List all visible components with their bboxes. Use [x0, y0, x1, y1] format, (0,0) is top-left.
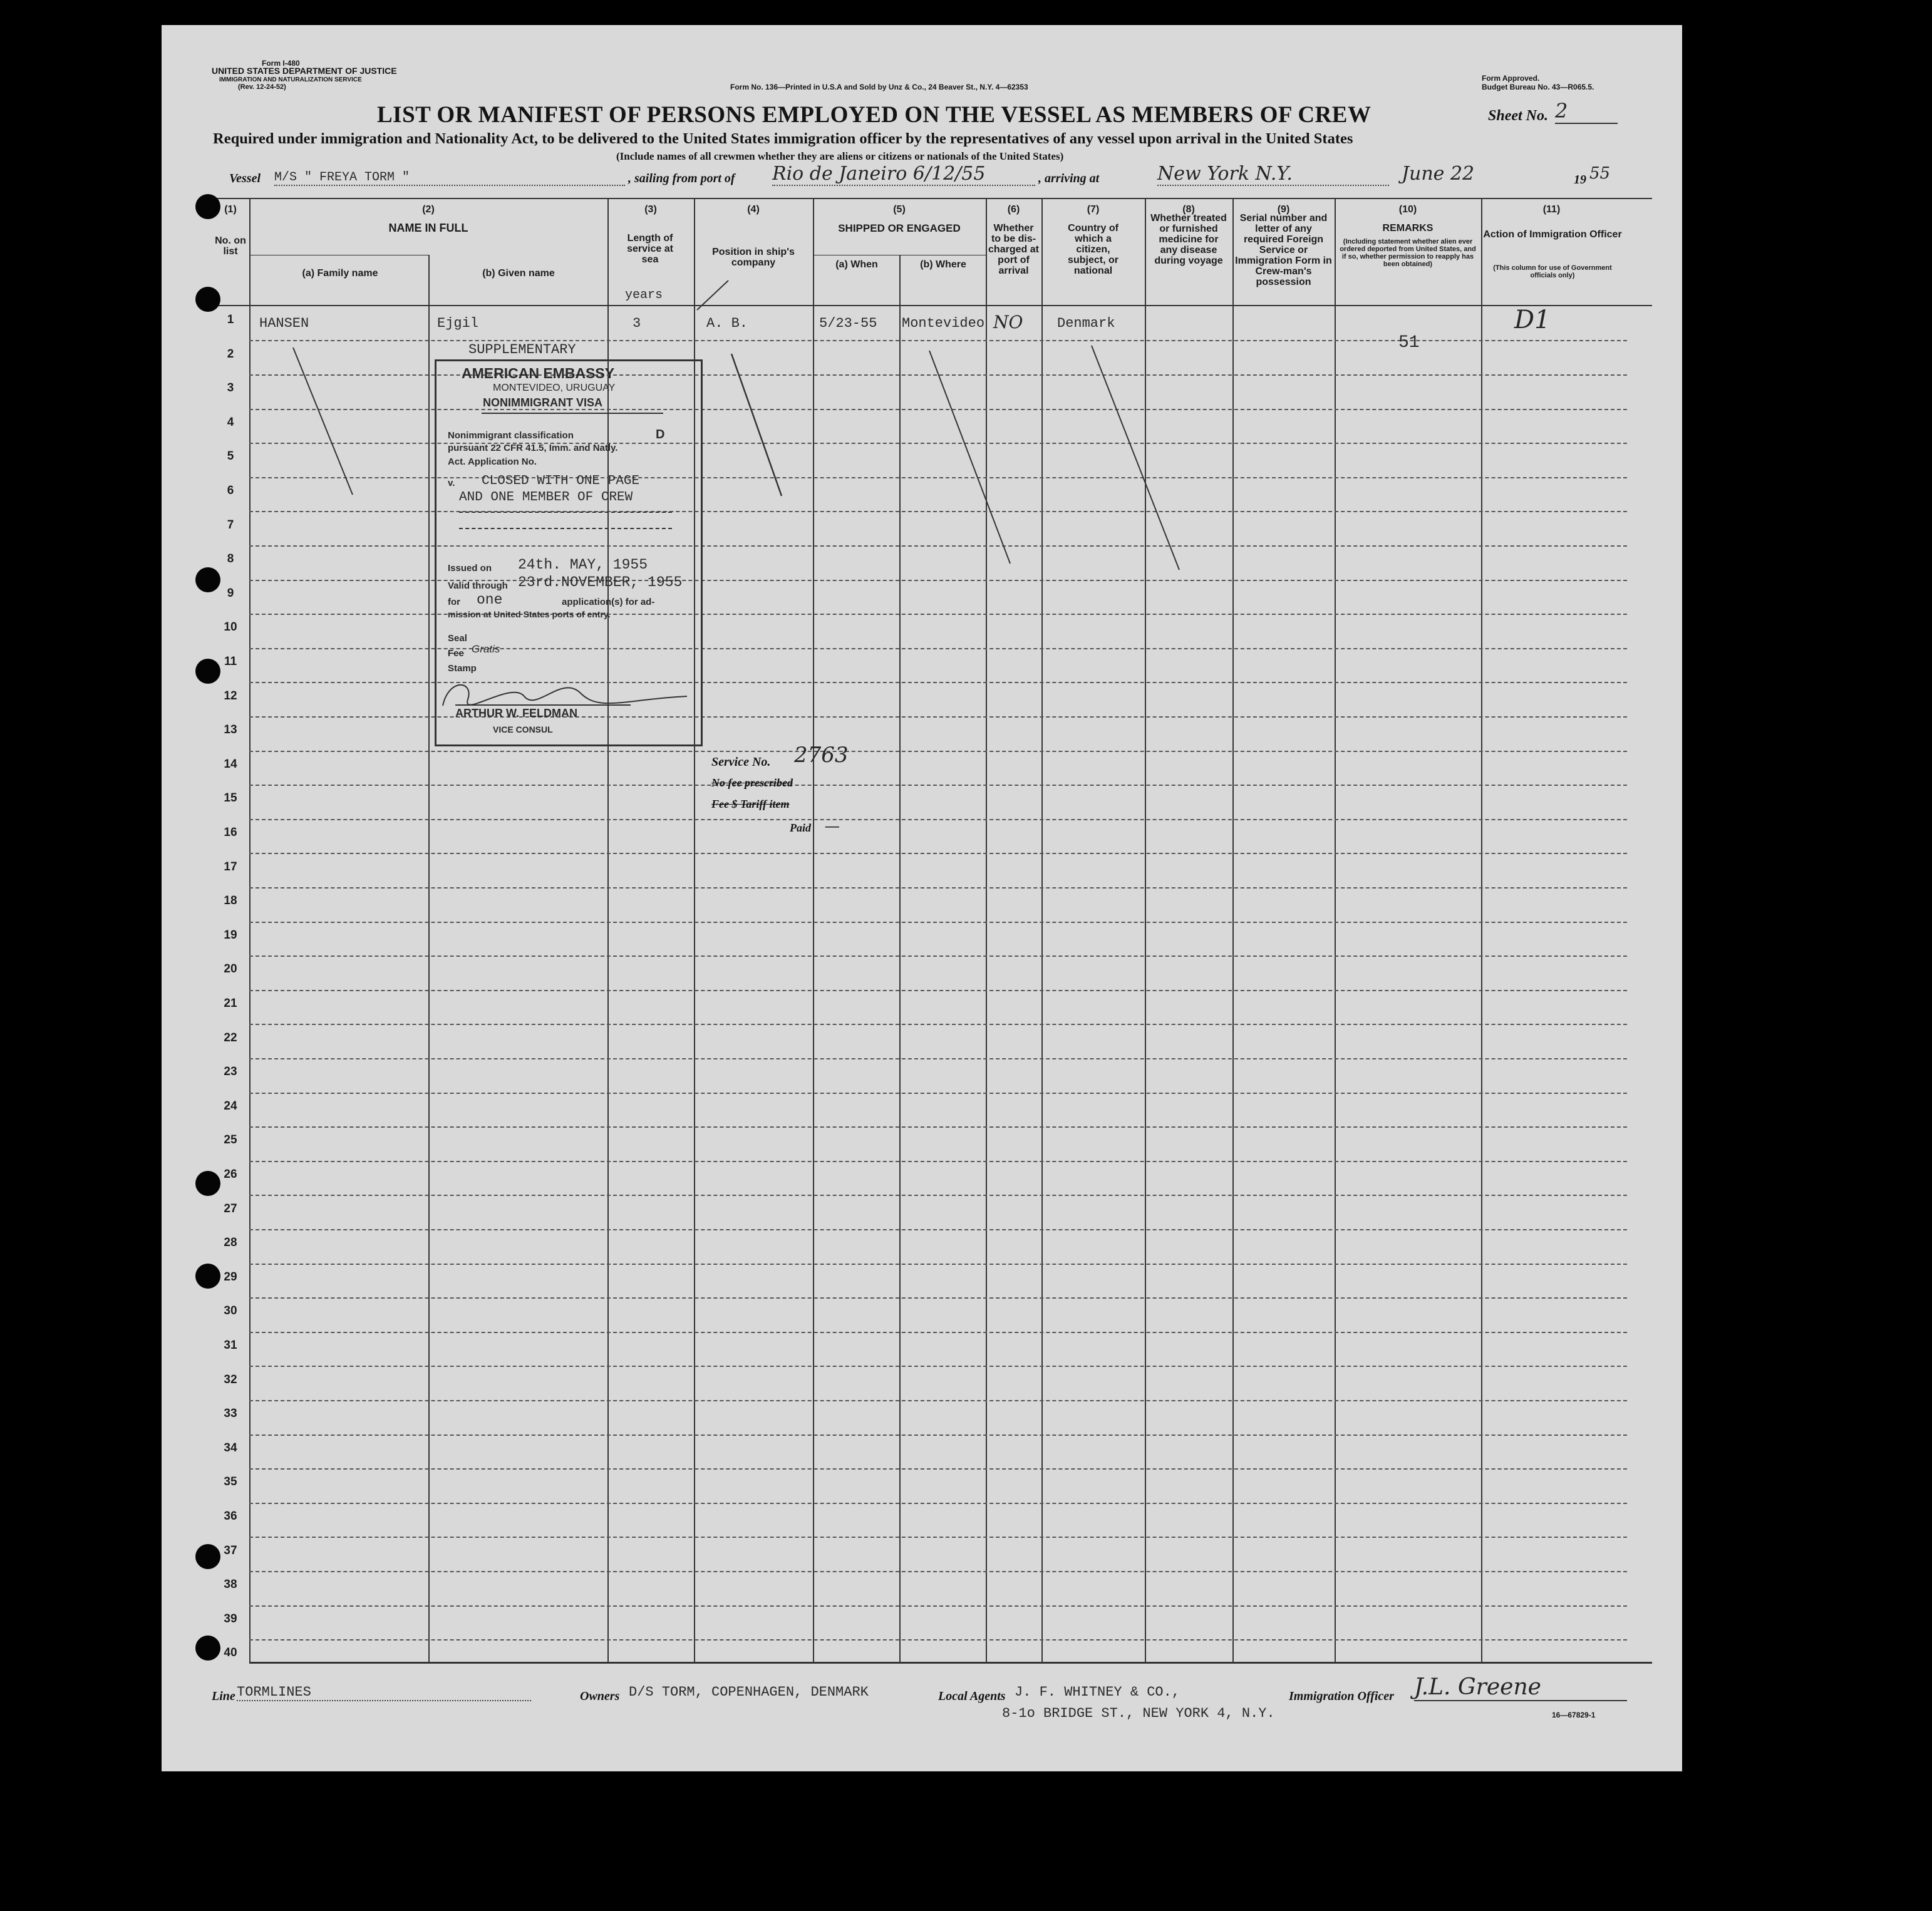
- shipped-where: Montevideo: [902, 316, 985, 331]
- col2b-header: (b) Given name: [482, 268, 555, 279]
- row-separator: [249, 956, 1627, 957]
- department: UNITED STATES DEPARTMENT OF JUSTICE: [212, 66, 397, 76]
- col9-number: (9): [1277, 204, 1290, 215]
- service-number: 2763: [794, 743, 849, 768]
- year-prefix: 19: [1574, 173, 1586, 187]
- stamp-consul-title: VICE CONSUL: [493, 724, 553, 734]
- col8-number: (8): [1182, 204, 1195, 215]
- col7-header: Country of which a citizen, subject, or national: [1068, 223, 1118, 276]
- col4-number: (4): [747, 204, 760, 215]
- row-separator: [249, 1093, 1627, 1094]
- row-separator: [249, 1639, 1627, 1641]
- col5b-header: (b) Where: [920, 259, 966, 270]
- col7-number: (7): [1087, 204, 1100, 215]
- col6-number: (6): [1007, 204, 1020, 215]
- owners-value: D/S TORM, COPENHAGEN, DENMARK: [629, 1684, 869, 1700]
- stamp-consul-name: ARTHUR W. FELDMAN: [455, 707, 577, 719]
- stamp-visa-type: NONIMMIGRANT VISA: [483, 396, 602, 409]
- row-separator: [249, 990, 1627, 991]
- row-separator: [249, 1332, 1627, 1333]
- punch-hole: [195, 1171, 220, 1196]
- row-number: 18: [224, 894, 237, 908]
- row-number: 29: [224, 1270, 237, 1284]
- col11-note: (This column for use of Government officials only): [1493, 264, 1612, 279]
- col3-header: Length of service at sea: [627, 233, 673, 265]
- stamp-fee-value: Gratis: [472, 643, 500, 655]
- row-separator: [249, 1400, 1627, 1401]
- agents-label: Local Agents: [938, 1689, 1006, 1703]
- row-number: 4: [227, 415, 234, 429]
- row-number: 12: [224, 689, 237, 703]
- stamp-supplementary: SUPPLEMENTARY: [468, 342, 576, 358]
- row-number: 38: [224, 1578, 237, 1592]
- stamp-act: Act. Application No.: [448, 456, 537, 467]
- row-number: 17: [224, 860, 237, 873]
- row-separator: [249, 1537, 1627, 1538]
- form-id: Form I-480: [262, 59, 300, 68]
- col3-number: (3): [644, 204, 657, 215]
- sheet-number: 2: [1555, 99, 1618, 124]
- row-separator: [249, 1229, 1627, 1230]
- col11-header: Action of Immigration Officer: [1483, 229, 1622, 240]
- stamp-v: v.: [448, 478, 455, 488]
- row-number: 35: [224, 1475, 237, 1489]
- service-paid-label: Paid: [790, 822, 811, 834]
- row-number: 7: [227, 518, 234, 532]
- row-number: 20: [224, 962, 237, 976]
- stamp-valid-value: 23rd.NOVEMBER, 1955: [518, 574, 683, 590]
- years-unit: years: [625, 288, 663, 302]
- row-number: 16: [224, 826, 237, 839]
- col9-header: Serial number and letter of any required Foreign Service or Immigration Form in Crew-man's possession: [1235, 213, 1332, 287]
- stamp-closed: CLOSED WITH ONE PAGE: [482, 474, 640, 488]
- sheet-label: Sheet No.: [1488, 108, 1548, 124]
- stamp-member: AND ONE MEMBER OF CREW: [459, 490, 633, 505]
- row-number: 23: [224, 1065, 237, 1079]
- form-code: 16—67829-1: [1552, 1711, 1596, 1719]
- row-number: 9: [227, 586, 234, 600]
- row-separator: [249, 819, 1627, 820]
- officer-label: Immigration Officer: [1289, 1689, 1394, 1703]
- row-separator: [249, 922, 1627, 923]
- arriving-label: , arriving at: [1038, 172, 1100, 185]
- owners-label: Owners: [580, 1689, 620, 1703]
- stamp-for-label: for: [448, 597, 460, 607]
- col5-header: SHIPPED OR ENGAGED: [838, 222, 961, 234]
- row-number: 15: [224, 791, 237, 805]
- vessel-label: Vessel: [229, 172, 261, 185]
- row-number: 3: [227, 381, 234, 395]
- stamp-mission: mission at United States ports of entry.: [448, 609, 611, 619]
- col4-header: Position in ship's company: [712, 247, 795, 268]
- col1-header: No. on list: [215, 235, 246, 257]
- row-number: 24: [224, 1099, 237, 1113]
- punch-hole: [195, 1635, 220, 1661]
- line-value: TORMLINES: [237, 1684, 531, 1701]
- row-number: 26: [224, 1168, 237, 1181]
- row-separator: [249, 1024, 1627, 1025]
- col5-number: (5): [893, 204, 906, 215]
- col8-header: Whether treated or furnished medicine for any disease during voyage: [1150, 213, 1227, 266]
- col5a-header: (a) When: [835, 259, 878, 270]
- row-number: 14: [224, 757, 237, 771]
- subnote: (Include names of all crewmen whether they are aliens or citizens or nationals of the United States): [616, 150, 1064, 162]
- row-separator: [249, 1605, 1627, 1607]
- sailing-label: , sailing from port of: [628, 172, 735, 185]
- row-separator: [249, 1468, 1627, 1470]
- row-separator: [249, 1126, 1627, 1128]
- position: A. B.: [706, 316, 748, 331]
- agents-address: 8-1o BRIDGE ST., NEW YORK 4, N.Y.: [1002, 1706, 1275, 1721]
- sailing-port: Rio de Janeiro 6/12/55: [772, 163, 1035, 186]
- stamp-stamp-label: Stamp: [448, 663, 477, 674]
- row-number: 28: [224, 1236, 237, 1250]
- row-number: 31: [224, 1339, 237, 1352]
- row-number: 11: [224, 655, 237, 668]
- row-number: 8: [227, 552, 234, 566]
- row-separator: [249, 751, 1627, 752]
- col10-note: (Including statement whether alien ever ordered deported from United States, and if so, whether permission to reapply has been obtained): [1340, 238, 1476, 268]
- arriving-date: June 22: [1402, 163, 1475, 185]
- row-number: 13: [224, 723, 237, 737]
- row-number: 40: [224, 1646, 237, 1660]
- punch-hole: [195, 659, 220, 684]
- line-label: Line: [212, 1689, 235, 1703]
- consul-signature: [437, 674, 700, 712]
- row-number: 21: [224, 997, 237, 1010]
- col10-header: REMARKS: [1382, 223, 1434, 234]
- stamp-pursuant: pursuant 22 CFR 41.5, Imm. and Natly.: [448, 443, 618, 453]
- col2-header: NAME IN FULL: [388, 222, 468, 234]
- col11-number: (11): [1542, 204, 1561, 215]
- officer-action: D1: [1514, 306, 1551, 334]
- budget-bureau: Budget Bureau No. 43—R065.5.: [1482, 83, 1594, 91]
- subtitle: Required under immigration and Nationality Act, to be delivered to the United States immigration officer by the representatives of any vessel upon arrival in the United States: [213, 130, 1353, 147]
- row-separator: [249, 887, 1627, 889]
- stamp-class-value: D: [656, 428, 665, 441]
- remarks: 51: [1398, 333, 1420, 353]
- service-label: Service No.: [711, 755, 771, 769]
- page-title: LIST OR MANIFEST OF PERSONS EMPLOYED ON THE VESSEL AS MEMBERS OF CREW: [377, 102, 1372, 128]
- service-years: 3: [633, 316, 641, 331]
- form-approved: Form Approved.: [1482, 74, 1540, 83]
- given-name: Ejgil: [437, 316, 479, 331]
- row-number: 2: [227, 347, 234, 361]
- printer-note: Form No. 136—Printed in U.S.A and Sold by Unz & Co., 24 Beaver St., N.Y. 4—62353: [730, 83, 1028, 91]
- row-number: 34: [224, 1441, 237, 1455]
- punch-hole: [195, 1264, 220, 1289]
- agents-value: J. F. WHITNEY & CO.,: [1015, 1684, 1180, 1700]
- stamp-fee-label: Fee: [448, 648, 464, 659]
- row-number: 6: [227, 484, 234, 497]
- row-number: 32: [224, 1373, 237, 1386]
- punch-hole: [195, 194, 220, 219]
- visa-stamp: [435, 359, 703, 746]
- row-number: 30: [224, 1304, 237, 1318]
- punch-hole: [195, 567, 220, 592]
- service-tariff-line: Fee $ Tariff item: [711, 798, 790, 810]
- stamp-embassy: AMERICAN EMBASSY: [462, 365, 615, 381]
- service-fee-line: No fee prescribed: [711, 776, 793, 789]
- row-number: 27: [224, 1202, 237, 1215]
- country: Denmark: [1057, 316, 1115, 331]
- stamp-issued-label: Issued on: [448, 563, 492, 574]
- row-number: 19: [224, 928, 237, 942]
- ditto-strokes: [162, 25, 1682, 651]
- family-name: HANSEN: [259, 316, 309, 331]
- row-number: 37: [224, 1543, 237, 1557]
- service: IMMIGRATION AND NATURALIZATION SERVICE: [219, 76, 362, 83]
- row-separator: [249, 1571, 1627, 1572]
- row-number: 36: [224, 1510, 237, 1523]
- row-number: 22: [224, 1031, 237, 1044]
- row-number: 33: [224, 1407, 237, 1421]
- stamp-seal: Seal: [448, 633, 467, 644]
- col2a-header: (a) Family name: [302, 268, 378, 279]
- row-separator: [249, 785, 1627, 786]
- punch-hole: [195, 287, 220, 312]
- row-number: 1: [227, 313, 234, 326]
- stamp-applications: application(s) for ad-: [562, 597, 655, 607]
- row-separator: [249, 1195, 1627, 1196]
- revision: (Rev. 12-24-52): [238, 83, 286, 91]
- col1-number: (1): [224, 204, 237, 215]
- manifest-sheet: [162, 25, 1682, 1771]
- row-separator: [249, 1366, 1627, 1367]
- row-separator: [249, 1503, 1627, 1504]
- year: 55: [1589, 164, 1611, 183]
- stamp-for-value: one: [477, 592, 503, 608]
- row-number: 10: [224, 621, 237, 634]
- vessel-name: M/S " FREYA TORM ": [274, 170, 625, 186]
- col2-number: (2): [422, 204, 435, 215]
- row-number: 5: [227, 450, 234, 463]
- officer-signature: J.L. Greene: [1414, 1674, 1627, 1701]
- shipped-when: 5/23-55: [819, 316, 877, 331]
- stamp-issued-value: 24th. MAY, 1955: [518, 557, 648, 573]
- row-number: 39: [224, 1612, 237, 1625]
- col10-number: (10): [1398, 204, 1417, 215]
- row-separator: [249, 1161, 1627, 1162]
- stamp-location: MONTEVIDEO, URUGUAY: [493, 383, 616, 393]
- row-separator: [249, 1058, 1627, 1059]
- col6-header: Whether to be dis-charged at port of arrival: [988, 223, 1039, 276]
- discharged: NO: [993, 312, 1023, 332]
- row-separator: [249, 1297, 1627, 1299]
- row-separator: [249, 853, 1627, 854]
- punch-hole: [195, 1544, 220, 1569]
- arriving-port: New York N.Y.: [1157, 163, 1389, 186]
- row-separator: [249, 1435, 1627, 1436]
- service-paid-value: —: [825, 818, 839, 833]
- stamp-valid-label: Valid through: [448, 580, 508, 591]
- row-separator: [249, 1264, 1627, 1265]
- row-number: 25: [224, 1133, 237, 1147]
- stamp-class-label: Nonimmigrant classification: [448, 430, 574, 441]
